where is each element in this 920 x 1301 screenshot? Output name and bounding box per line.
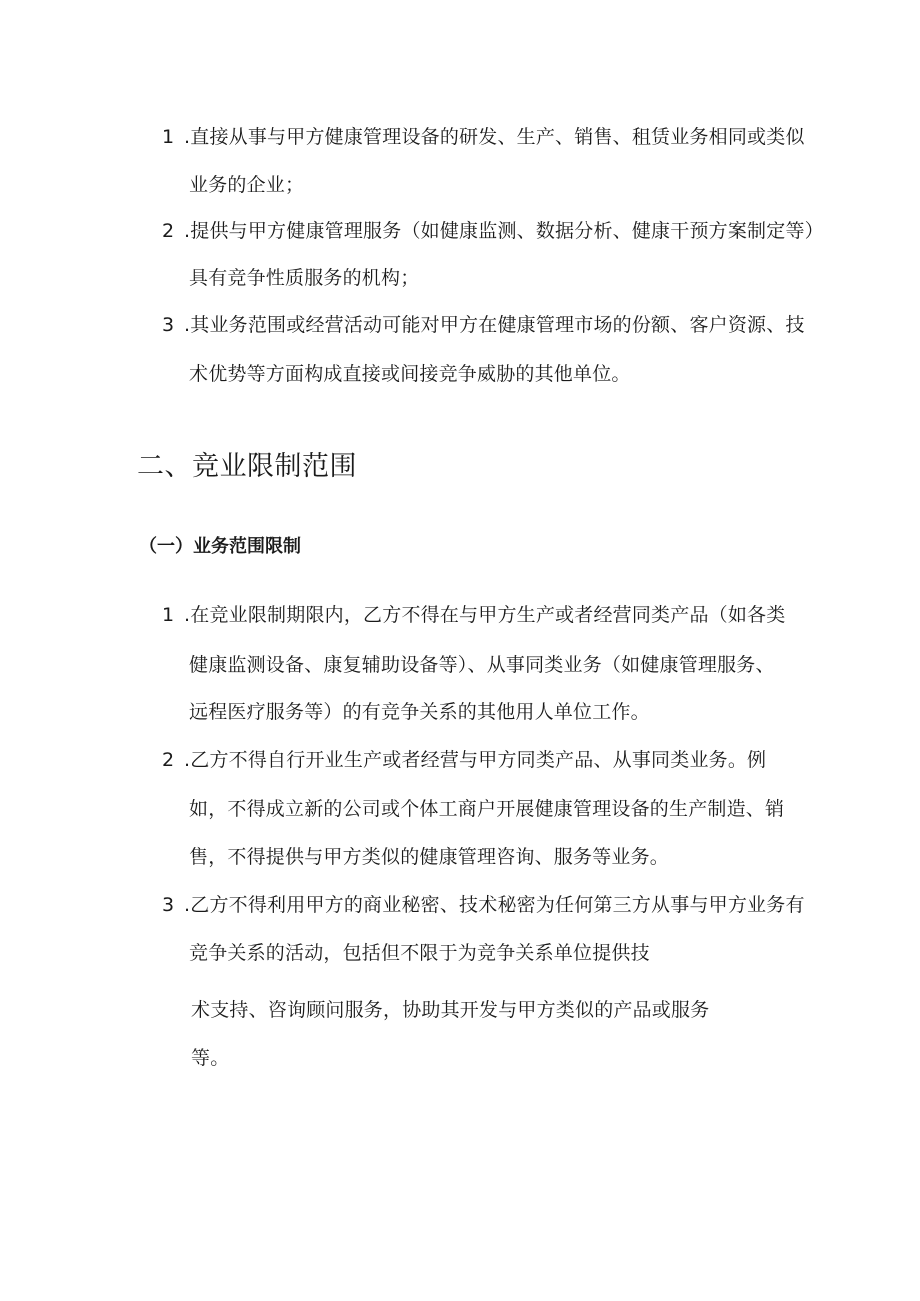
list-number: 3 [162,314,175,336]
list-text-line: .在竞业限制期限内，乙方不得在与甲方生产或者经营同类产品（如各类 [184,604,786,626]
list-number: 2 [162,220,175,242]
list-text-line: 术优势等方面构成直接或间接竞争威胁的其他单位。 [189,363,631,385]
list-number: 3 [162,894,175,916]
list-number: 2 [162,749,175,771]
section-heading: 二、竞业限制范围 [137,451,357,482]
list-text-line: 售，不得提供与甲方类似的健康管理咨询、服务等业务。 [189,846,670,868]
list-text-line: 具有竞争性质服务的机构； [189,267,420,289]
list-text-line: 健康监测设备、康复辅助设备等）、从事同类业务（如健康管理服务、 [189,654,775,676]
subsection-heading: （一）业务范围限制 [139,536,301,557]
list-text-line: 远程医疗服务等）的有竞争关系的其他用人单位工作。 [189,701,650,723]
list-text-line: 业务的企业； [189,174,305,196]
list-text-line: .乙方不得自行开业生产或者经营与甲方同类产品、从事同类业务。例 [184,749,767,771]
list-text-line: 术支持、咨询顾问服务，协助其开发与甲方类似的产品或服务 [191,999,710,1021]
list-number: 1 [162,604,175,626]
list-text-line: 如，不得成立新的公司或个体工商户开展健康管理设备的生产制造、销 [189,798,785,820]
list-text-line: .直接从事与甲方健康管理设备的研发、生产、销售、租赁业务相同或类似 [184,126,805,148]
list-text-line: .其业务范围或经营活动可能对甲方在健康管理市场的份额、客户资源、技 [184,314,805,336]
list-text-line: 等。 [191,1047,230,1069]
list-text-line: .提供与甲方健康管理服务（如健康监测、数据分析、健康干预方案制定等） [184,220,824,242]
list-number: 1 [162,126,175,148]
list-text-line: .乙方不得利用甲方的商业秘密、技术秘密为任何第三方从事与甲方业务有 [184,894,805,916]
list-text-line: 竞争关系的活动，包括但不限于为竞争关系单位提供技 [189,942,650,964]
